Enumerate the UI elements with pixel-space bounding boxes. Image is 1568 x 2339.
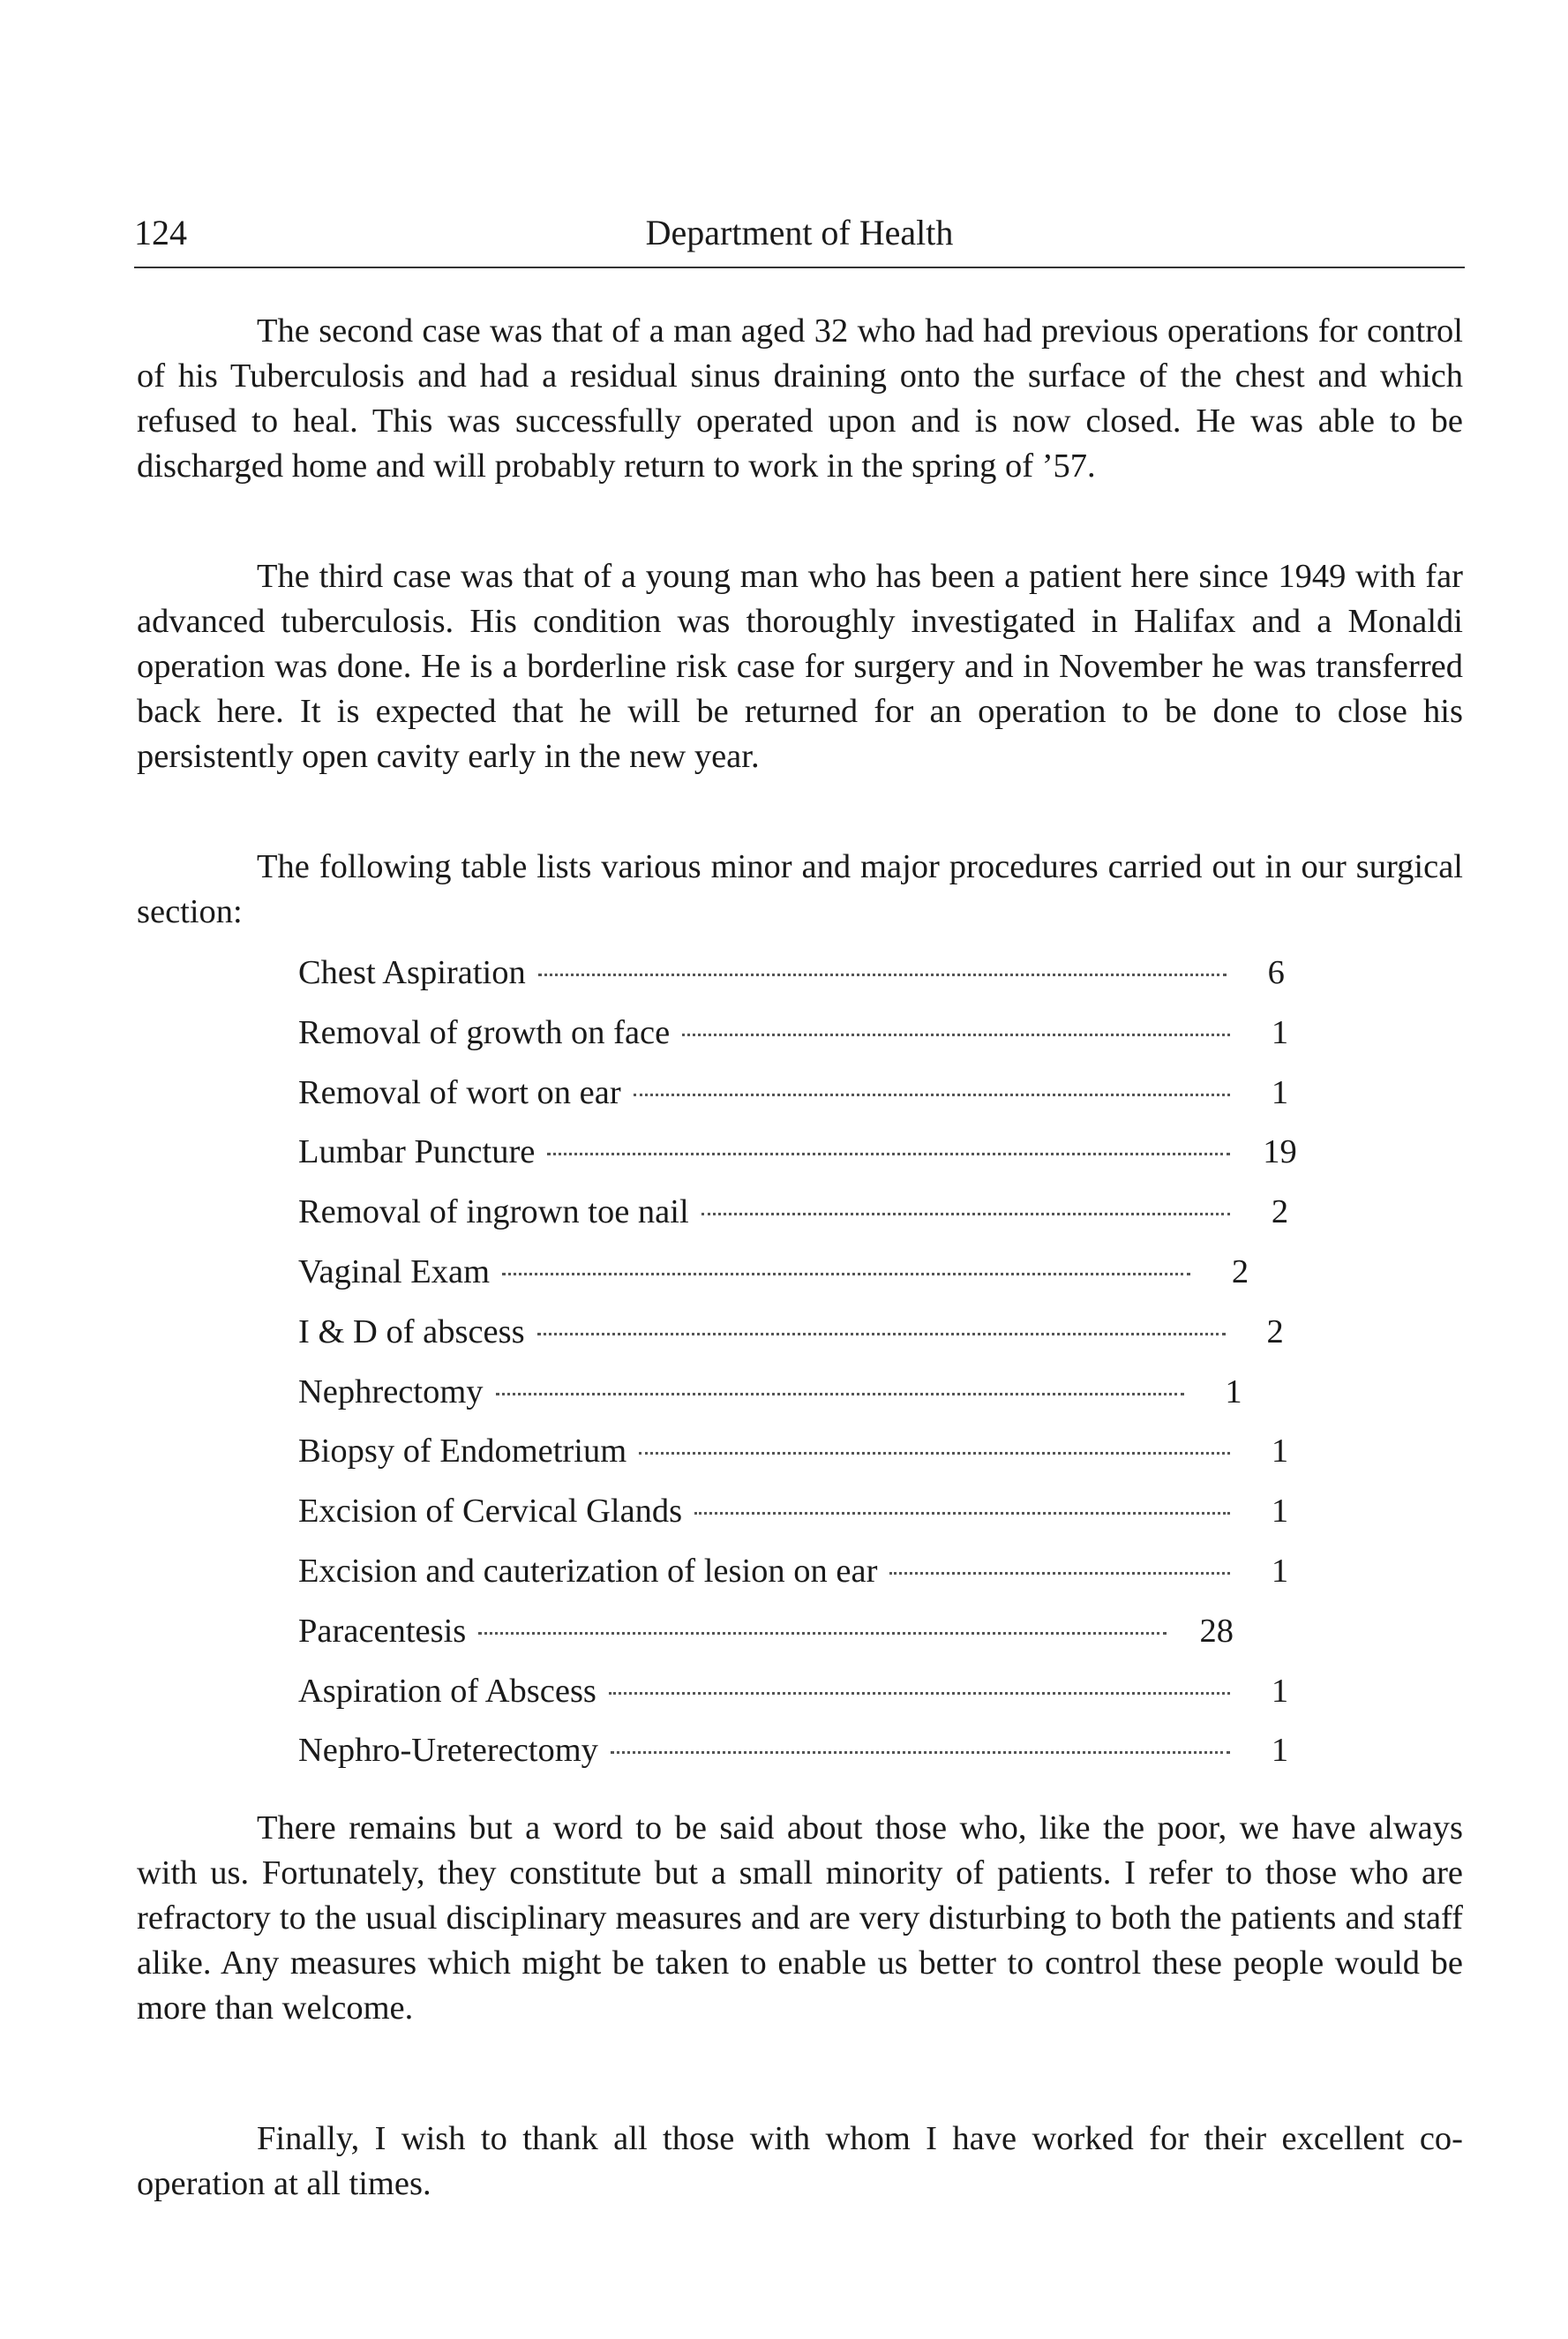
dot-leader [502, 1273, 1190, 1275]
dot-leader [496, 1393, 1184, 1395]
procedure-count: 1 [1271, 1433, 1289, 1470]
table-row [298, 1552, 1317, 1612]
procedure-count: 1 [1271, 1493, 1289, 1531]
table-row [298, 1252, 1317, 1312]
dot-leader [547, 1153, 1230, 1155]
procedures-table [298, 953, 1317, 1791]
table-row [298, 1492, 1317, 1552]
table-row [298, 1373, 1317, 1433]
paragraph-text: There remains but a word to be said about those who, like the poor, we have always with us. Fortunately, they constitute but a small minority of patients. I refer to those who are refractory to the usual disciplinary measures and are very disturbing to both the patients and staff alike. Any measures which might be taken to enable us better to control these people would be more than welcome. [137, 1809, 1463, 2027]
procedure-name: Vaginal Exam [298, 1252, 491, 1290]
dot-leader [889, 1572, 1230, 1575]
procedure-name: Nephro-Ureterectomy [298, 1732, 598, 1770]
page-header [134, 212, 1465, 268]
dot-leader [611, 1751, 1230, 1754]
paragraph-third-case [137, 554, 1463, 779]
table-row [298, 1132, 1317, 1192]
procedure-count: 1 [1225, 1373, 1242, 1410]
table-row [298, 1073, 1317, 1133]
table-row [298, 1731, 1317, 1791]
page-number: 124 [134, 213, 187, 252]
dot-leader [538, 974, 1227, 976]
dot-leader [634, 1094, 1230, 1096]
paragraph-text: Finally, I wish to thank all those with whom I have worked for their excellent co-operation at all times. [137, 2120, 1463, 2202]
paragraph-table-intro [137, 845, 1463, 935]
procedure-count: 1 [1271, 1732, 1289, 1770]
procedure-name: Excision and cauterization of lesion on ear [298, 1552, 878, 1590]
procedure-count: 28 [1199, 1612, 1234, 1650]
dot-leader [701, 1213, 1230, 1215]
procedure-name: Chest Aspiration [298, 954, 526, 991]
table-row [298, 1312, 1317, 1373]
table-row [298, 1672, 1317, 1732]
paragraph-text: The third case was that of a young man who has been a patient here since 1949 with far advanced tuberculosis. His condition was thoroughly investigated in Halifax and a Monaldi operation was done. He is a borderline risk case for surgery and in November he was transferred back here. It is expected that he will be returned for an operation to be done to close his persistently open cavity early in the new year. [137, 558, 1463, 775]
paragraph-text: The second case was that of a man aged 32 who had had previous operations for control of his Tuberculosis and had a residual sinus draining onto the surface of the chest and which refused to heal. This was successfully operated upon and is now closed. He was able to be discharged home and will probably return to work in the spring of ’57. [137, 312, 1463, 485]
dot-leader [609, 1692, 1230, 1695]
running-head: Department of Health [645, 213, 954, 252]
procedure-name: Removal of ingrown toe nail [298, 1193, 689, 1231]
paragraph-refractory-patients [137, 1806, 1463, 2031]
procedure-name: Removal of wort on ear [298, 1073, 621, 1111]
dot-leader [682, 1034, 1230, 1036]
table-row [298, 953, 1317, 1013]
table-row [298, 1432, 1317, 1492]
procedure-name: I & D of abscess [298, 1312, 525, 1350]
procedure-count: 1 [1271, 1013, 1289, 1051]
procedure-count: 1 [1271, 1672, 1289, 1710]
procedure-count: 1 [1271, 1552, 1289, 1590]
procedure-count: 2 [1271, 1193, 1289, 1231]
table-row [298, 1192, 1317, 1252]
procedure-name: Nephrectomy [298, 1373, 484, 1410]
procedure-name: Removal of growth on face [298, 1013, 671, 1051]
procedure-name: Paracentesis [298, 1612, 467, 1650]
procedure-count: 19 [1263, 1133, 1297, 1171]
procedure-name: Lumbar Puncture [298, 1133, 536, 1171]
dot-leader [478, 1632, 1167, 1635]
procedure-count: 2 [1266, 1312, 1284, 1350]
dot-leader [639, 1452, 1230, 1455]
procedure-name: Excision of Cervical Glands [298, 1493, 683, 1531]
table-row [298, 1013, 1317, 1073]
procedure-name: Biopsy of Endometrium [298, 1433, 627, 1470]
procedure-count: 1 [1271, 1073, 1289, 1111]
paragraph-second-case [137, 309, 1463, 489]
table-row [298, 1612, 1317, 1672]
procedure-count: 6 [1267, 954, 1285, 991]
dot-leader [694, 1512, 1230, 1515]
dot-leader [537, 1333, 1226, 1335]
paragraph-text: The following table lists various minor and major procedures carried out in our surgical section: [137, 848, 1463, 930]
paragraph-thanks [137, 2117, 1463, 2207]
procedure-name: Aspiration of Abscess [298, 1672, 596, 1710]
procedure-count: 2 [1231, 1252, 1249, 1290]
